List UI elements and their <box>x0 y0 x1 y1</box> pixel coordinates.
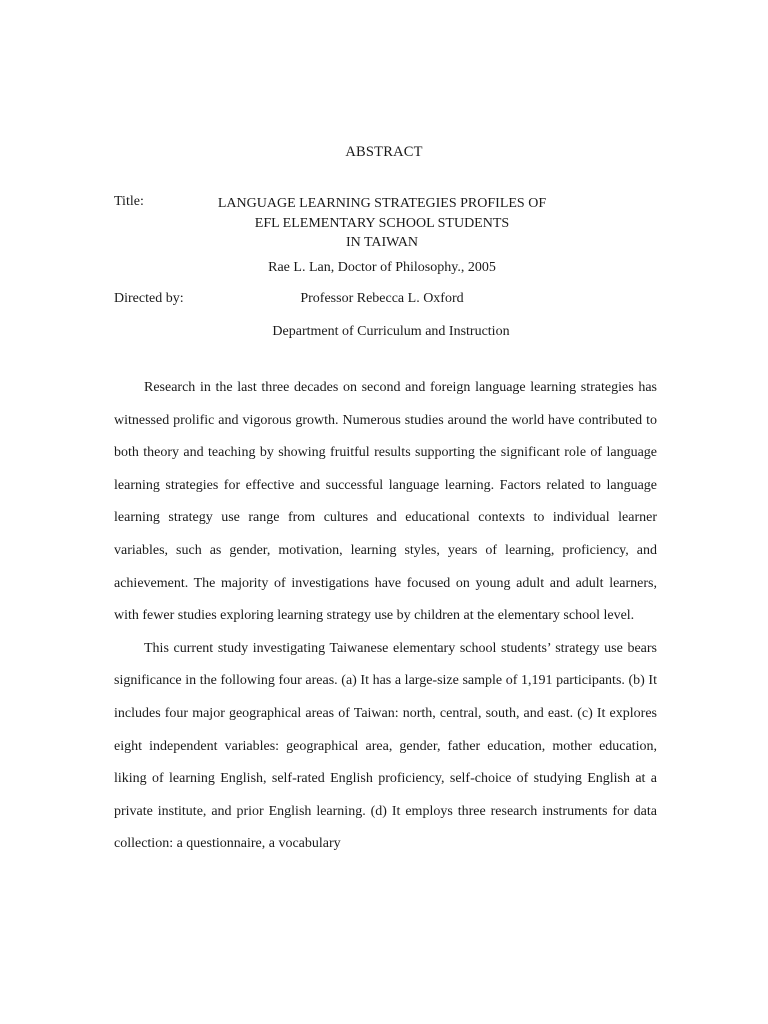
body-paragraph: Research in the last three decades on second and foreign language learning strategies has witnessed prolific and vigorous growth. Numerous studies around the world have contributed to both theory and teaching by showing fruitful results supporting the significant role of language learning strategies for effective and successful language learning. Factors related to language learning strategy use range from cultures and educational contexts to individual learner variables, such as gender, motivation, learning styles, years of learning, proficiency, and achievement. The majority of investigations have focused on young adult and adult learners, with fewer studies exploring learning strategy use by children at the elementary school level. <box>114 380 657 624</box>
title-line: IN TAIWAN <box>345 235 419 250</box>
title-line: EFL ELEMENTARY SCHOOL STUDENTS <box>254 215 510 231</box>
abstract-body <box>114 372 657 861</box>
author-line: Rae L. Lan, Doctor of Philosophy., 2005 <box>268 260 496 275</box>
department-line: Department of Curriculum and Instruction <box>272 324 510 339</box>
document-title <box>200 194 564 253</box>
body-paragraph: This current study investigating Taiwanese elementary school students’ strategy use bears significance in the following four areas. (a) It has a large-size sample of 1,191 participants. (b) It includes four major geographical areas of Taiwan: north, central, south, and east. (c) It explores eight independent variables: geographical area, gender, father education, mother education, liking of learning English, self-rated English proficiency, self-choice of studying English at a private institute, and prior English learning. (d) It employs three research instruments for data collection: a questionnaire, a vocabulary <box>114 640 657 852</box>
title-label: Title: <box>114 194 144 209</box>
abstract-heading: ABSTRACT <box>345 144 423 160</box>
directed-by-label: Directed by: <box>114 291 184 306</box>
title-line: LANGUAGE LEARNING STRATEGIES PROFILES OF <box>217 196 547 211</box>
advisor-name: Professor Rebecca L. Oxford <box>300 291 464 306</box>
